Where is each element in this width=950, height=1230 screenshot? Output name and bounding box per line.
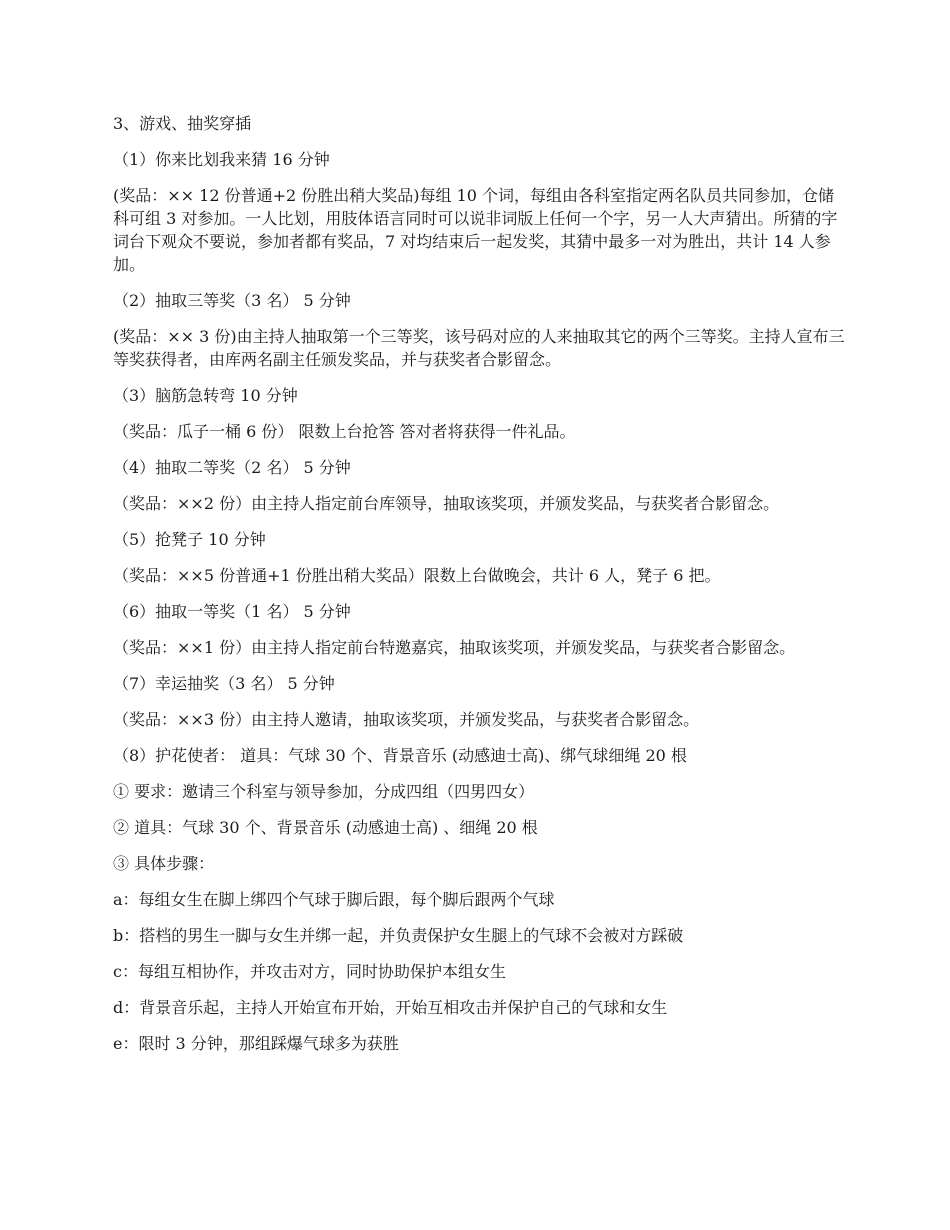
- section-heading: 3、游戏、抽奖穿插: [113, 114, 252, 133]
- item-description-6: （奖品：××1 份）由主持人指定前台特邀嘉宾，抽取该奖项，并颁发奖品，与获奖者合影留念。: [113, 638, 796, 657]
- item-description-4: （奖品：××2 份）由主持人指定前台库领导，抽取该奖项，并颁发奖品，与获奖者合影留念。: [113, 494, 780, 513]
- item-heading-7: （7）幸运抽奖（3 名） 5 分钟: [113, 674, 335, 693]
- requirement-line: ① 要求：邀请三个科室与领导参加，分成四组（四男四女）: [113, 782, 535, 801]
- step-a: a：每组女生在脚上绑四个气球于脚后跟，每个脚后跟两个气球: [113, 890, 555, 909]
- document-page: [113, 112, 848, 1068]
- item-heading-4: （4）抽取二等奖（2 名） 5 分钟: [113, 458, 351, 477]
- item-heading-1: （1）你来比划我来猜 16 分钟: [113, 150, 330, 169]
- step-d: d：背景音乐起，主持人开始宣布开始，开始互相攻击并保护自己的气球和女生: [113, 998, 668, 1017]
- step-b: b：搭档的男生一脚与女生并绑一起，并负责保护女生腿上的气球不会被对方踩破: [113, 926, 684, 945]
- step-c: c：每组互相协作，并攻击对方，同时协助保护本组女生: [113, 962, 506, 981]
- item-heading-6: （6）抽取一等奖（1 名） 5 分钟: [113, 602, 351, 621]
- steps-heading: ③ 具体步骤：: [113, 854, 215, 873]
- item-description-3: （奖品：瓜子一桶 6 份） 限数上台抢答 答对者将获得一件礼品。: [113, 422, 576, 441]
- item-heading-8: （8）护花使者： 道具：气球 30 个、背景音乐 (动感迪士高)、绑气球细绳 20 根: [113, 746, 687, 765]
- item-heading-2: （2）抽取三等奖（3 名） 5 分钟: [113, 291, 351, 310]
- item-heading-5: （5）抢凳子 10 分钟: [113, 530, 266, 549]
- item-heading-3: （3）脑筋急转弯 10 分钟: [113, 386, 298, 405]
- item-description-2: (奖品：×× 3 份)由主持人抽取第一个三等奖，该号码对应的人来抽取其它的两个三等奖。主持人宣布三等奖获得者，由库两名副主任颁发奖品，并与获奖者合影留念。: [113, 327, 845, 369]
- item-description-5: （奖品：××5 份普通+1 份胜出稍大奖品）限数上台做晚会，共计 6 人，凳子 6 把。: [113, 566, 721, 585]
- props-line: ② 道具：气球 30 个、背景音乐 (动感迪士高) 、细绳 20 根: [113, 818, 538, 837]
- item-description-1: (奖品：×× 12 份普通+2 份胜出稍大奖品)每组 10 个词，每组由各科室指定两名队员共同参加，仓储科可组 3 对参加。一人比划，用肢体语言同时可以说非词版上任何一个字，另一人大声猜出。所猜的字词台下观众不要说，参加者都有奖品，7 对均结束后一起发奖，其猜中最多一对为胜出，共计 14 人参加。: [113, 186, 838, 274]
- step-e: e：限时 3 分钟，那组踩爆气球多为获胜: [113, 1034, 399, 1053]
- item-description-7: （奖品：××3 份）由主持人邀请，抽取该奖项，并颁发奖品，与获奖者合影留念。: [113, 710, 700, 729]
